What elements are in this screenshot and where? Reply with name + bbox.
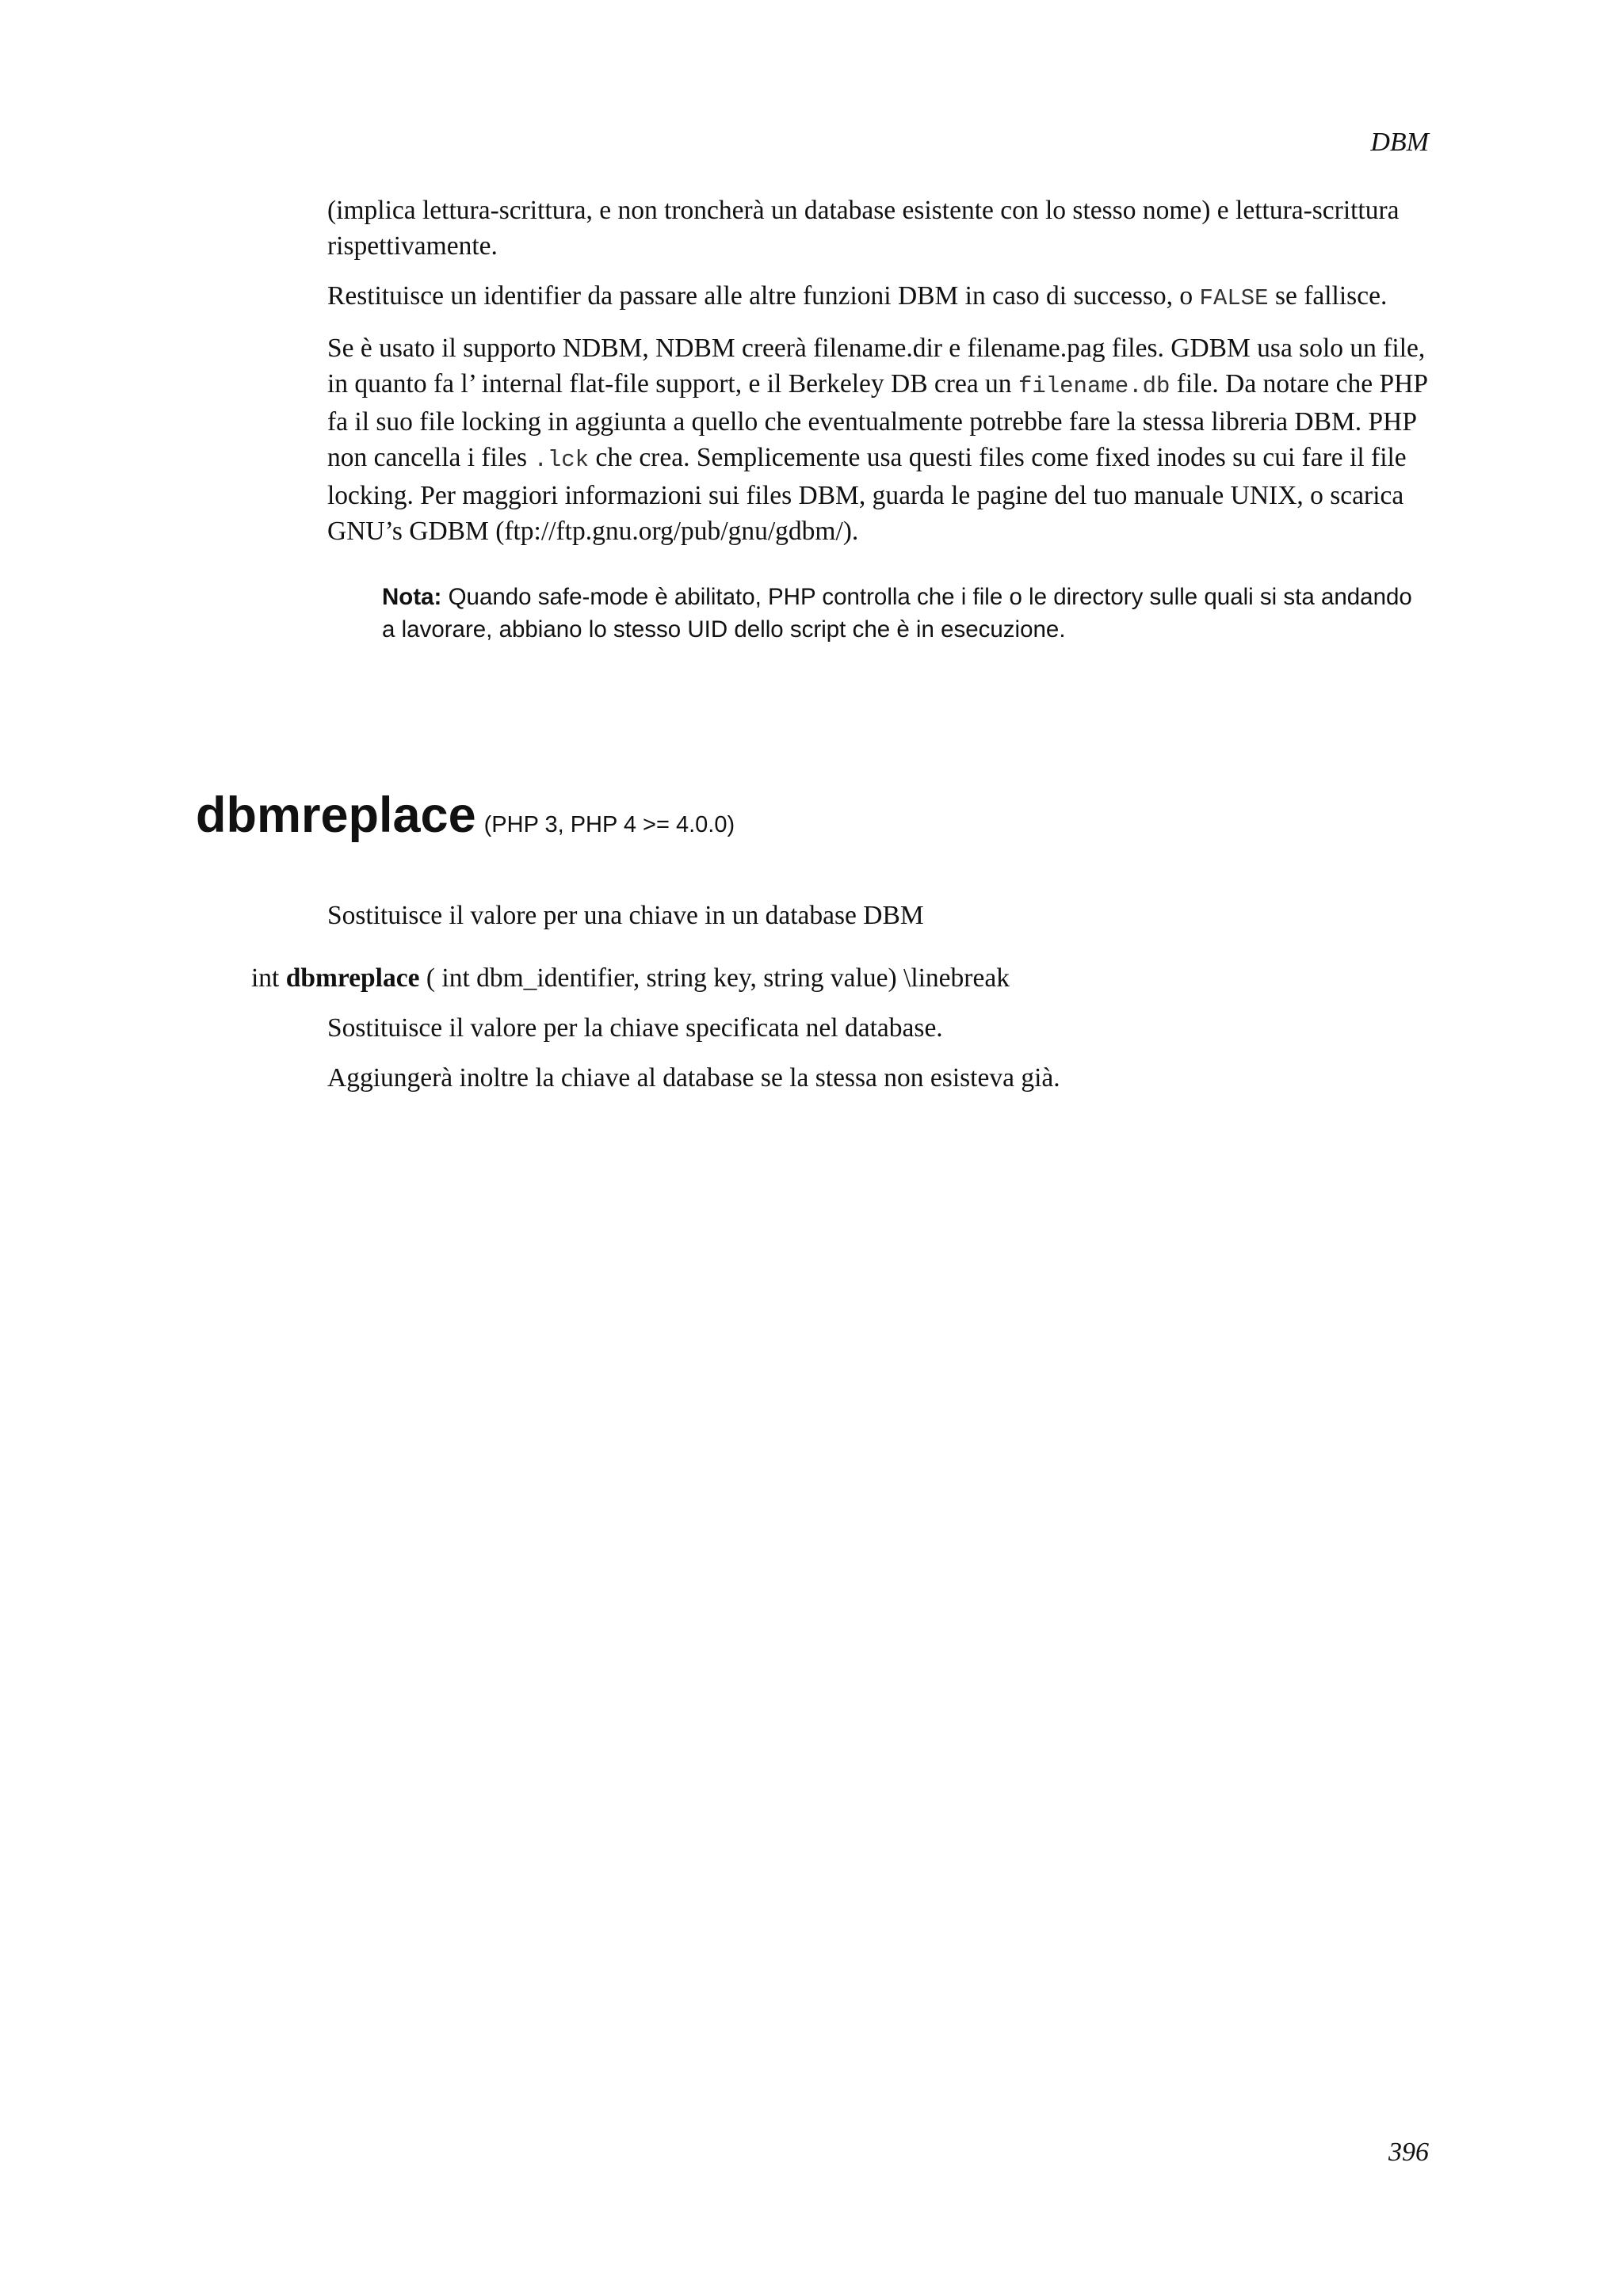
intro-text	[327, 193, 1433, 563]
return-text-before: Restituisce un identifier da passare alle altre funzioni DBM in caso di successo, o	[327, 281, 1200, 311]
intro-paragraph-2	[327, 278, 1433, 316]
support-text-2: file. Da notare che PHP fa il suo file locking in aggiunta a quello che eventualmente potrebbe fare la stessa libreria DBM. PHP non cancella i files	[327, 369, 1427, 472]
synopsis-return-type: int	[251, 963, 286, 993]
safe-mode-note	[382, 581, 1412, 646]
function-version: (PHP 3, PHP 4 >= 4.0.0)	[483, 812, 735, 837]
description-paragraph-2: Aggiungerà inoltre la chiave al database se la stessa non esisteva già.	[327, 1063, 1060, 1093]
support-text-1: Se è usato il supporto NDBM, NDBM creerà filename.dir e filename.pag files. GDBM usa solo un file, in quanto fa l’ internal flat-file support, e il Berkeley DB crea un	[327, 334, 1426, 399]
support-text-3: che crea. Semplicemente usa questi files come fixed inodes su cui fare il file locking. Per maggiori informazioni sui files DBM, guarda le pagine del tuo manuale UNIX, o scarica GNU’s GDBM (ftp://ftp.gnu.org/pub/gnu/gdbm/).	[327, 443, 1407, 546]
note-label: Nota:	[382, 584, 442, 610]
synopsis-function-name: dbmreplace	[285, 963, 420, 993]
synopsis-arguments: ( int dbm_identifier, string key, string value) \linebreak	[419, 963, 1010, 993]
function-heading	[196, 788, 735, 843]
running-header: DBM	[1370, 128, 1429, 157]
return-text-after: se fallisce.	[1268, 281, 1388, 311]
filename-db-code: filename.db	[1018, 373, 1170, 399]
function-description	[327, 1010, 1433, 1110]
false-constant: FALSE	[1199, 285, 1269, 311]
function-purpose: Sostituisce il valore per una chiave in un database DBM	[327, 901, 924, 930]
function-synopsis	[251, 960, 1010, 996]
intro-paragraph-3	[327, 330, 1433, 549]
page-number: 396	[1388, 2138, 1429, 2167]
lck-code: .lck	[533, 447, 590, 473]
intro-paragraph-1: (implica lettura-scrittura, e non troncherà un database esistente con lo stesso nome) e lettura-scrittura rispettivamente.	[327, 196, 1400, 261]
function-title: dbmreplace	[196, 788, 476, 843]
description-paragraph-1: Sostituisce il valore per la chiave specificata nel database.	[327, 1013, 943, 1043]
note-text: Quando safe-mode è abilitato, PHP controlla che i file o le directory sulle quali si sta andando a lavorare, abbiano lo stesso UID dello script che è in esecuzione.	[382, 584, 1412, 643]
